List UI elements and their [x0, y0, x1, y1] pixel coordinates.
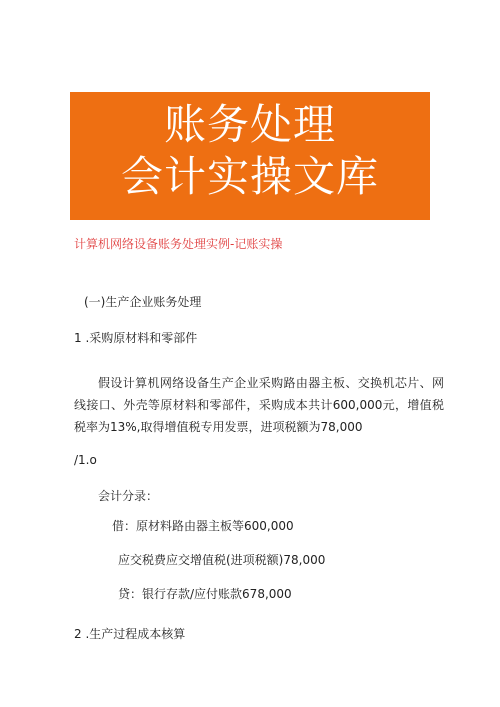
journal-entry-credit: 贷：银行存款/应付账款678,000: [118, 587, 292, 601]
document-subtitle: 计算机网络设备账务处理实例-记账实操: [74, 237, 283, 251]
journal-entry-debit-2: 应交税费应交增值税(进项税额)78,000: [118, 553, 326, 567]
banner-title-line1: 账务处理: [163, 100, 336, 149]
section-heading: (一)生产企业账务处理: [84, 295, 202, 309]
body-paragraph: 假设计算机网络设备生产企业采购路由器主板、交换机芯片、网线接口、外壳等原材料和零部件，采购成本共计600,000元，增值税税率为13%,取得增值税专用发票，进项税额为78,000: [74, 376, 444, 434]
item-heading-1: 1 .采购原材料和零部件: [74, 331, 198, 345]
title-banner: [70, 92, 430, 220]
banner-title-line2: 会计实操文库: [120, 152, 379, 201]
item-heading-2: 2 .生产过程成本核算: [74, 627, 186, 641]
journal-entry-label: 会计分录：: [98, 489, 159, 503]
page-note: /1.o: [74, 453, 97, 467]
journal-entry-debit-1: 借：原材料路由器主板等600,000: [112, 519, 294, 533]
